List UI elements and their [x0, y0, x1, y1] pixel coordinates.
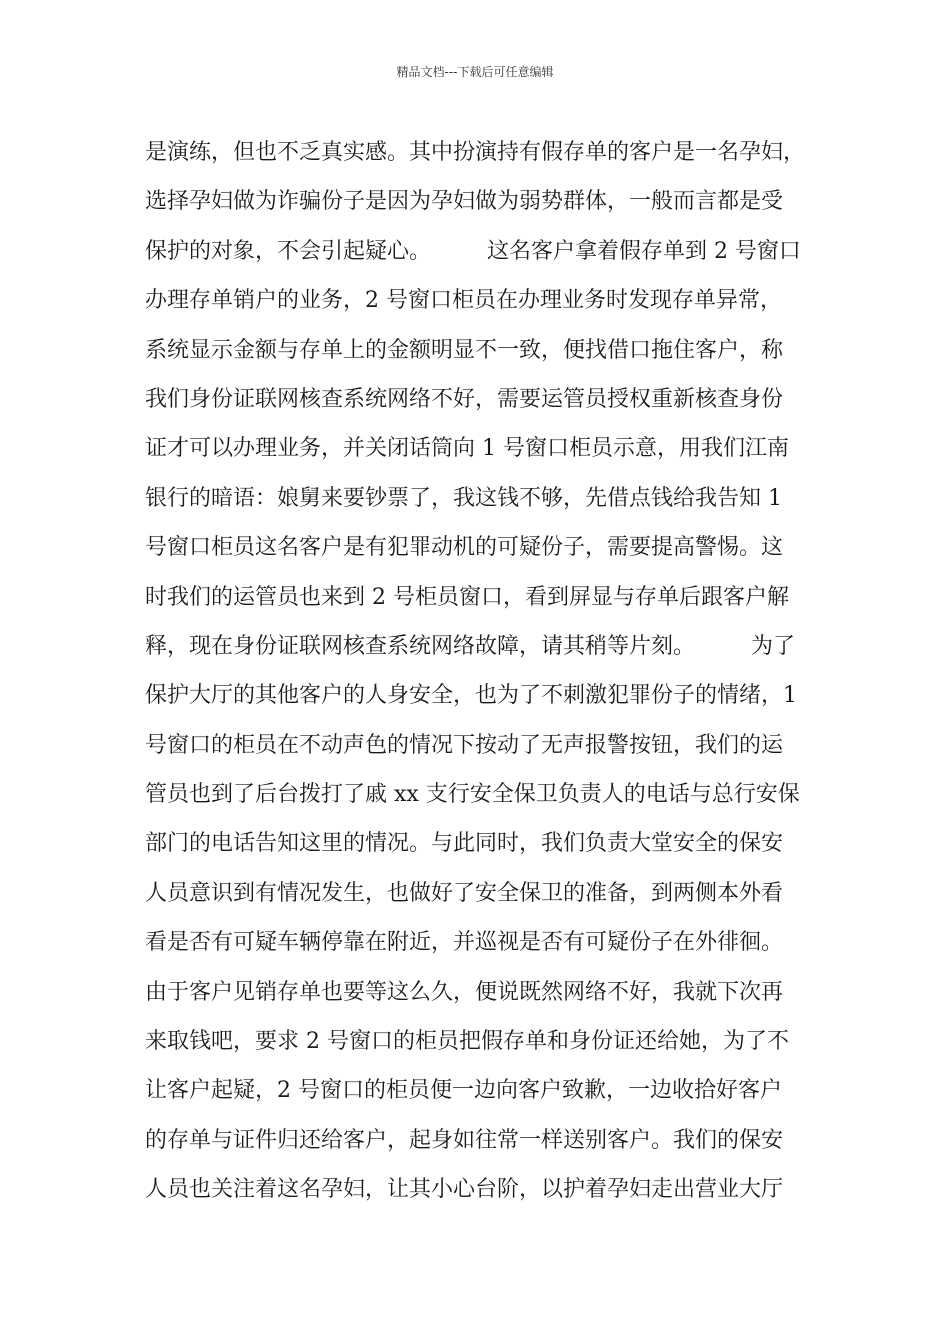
text-line: 管员也到了后台拨打了戚 xx 支行安全保卫负责人的电话与总行安保 — [145, 782, 800, 808]
text-line: 部门的电话告知这里的情况。与此同时，我们负责大堂安全的保安 — [145, 831, 784, 857]
text-line: 号窗口的柜员在不动声色的情况下按动了无声报警按钮，我们的运 — [145, 732, 784, 758]
text-line: 系统显示金额与存单上的金额明显不一致，便找借口拖住客户，称 — [145, 337, 784, 363]
text-line: 是演练，但也不乏真实感。其中扮演持有假存单的客户是一名孕妇， — [145, 140, 806, 165]
text-line: 的存单与证件归还给客户，起身如往常一样送别客户。我们的保安 — [145, 1127, 784, 1153]
text-line: 选择孕妇做为诈骗份子是因为孕妇做为弱势群体，一般而言都是受 — [145, 189, 784, 215]
text-line: 看是否有可疑车辆停靠在附近，并巡视是否有可疑份子在外徘徊。 — [145, 930, 784, 956]
text-line: 来取钱吧，要求 2 号窗口的柜员把假存单和身份证还给她，为了不 — [145, 1029, 789, 1055]
text-line: 人员也关注着这名孕妇，让其小心台阶，以护着孕妇走出营业大厅 — [145, 1177, 784, 1203]
document-body — [145, 128, 815, 1215]
text-line: 时我们的运管员也来到 2 号柜员窗口，看到屏显与存单后跟客户解 — [145, 584, 789, 610]
text-line: 由于客户见销存单也要等这么久，便说既然网络不好，我就下次再 — [145, 979, 784, 1005]
text-line: 人员意识到有情况发生，也做好了安全保卫的准备，到两侧本外看 — [145, 880, 784, 906]
text-line: 释，现在身份证联网核查系统网络故障，请其稍等片刻。 为了 — [145, 633, 795, 659]
text-line: 让客户起疑，2 号窗口的柜员便一边向客户致歉，一边收拾好客户 — [145, 1078, 782, 1104]
text-line: 银行的暗语：娘舅来要钞票了，我这钱不够，先借点钱给我告知 1 — [145, 485, 782, 511]
page-header: 精品文档---下载后可任意编辑 — [396, 65, 554, 79]
text-line: 保护大厅的其他客户的人身安全，也为了不刺激犯罪份子的情绪，1 — [145, 683, 797, 709]
text-line: 我们身份证联网核查系统网络不好，需要运管员授权重新核查身份 — [145, 386, 784, 412]
text-line: 保护的对象，不会引起疑心。 这名客户拿着假存单到 2 号窗口 — [145, 238, 801, 264]
text-line: 号窗口柜员这名客户是有犯罪动机的可疑份子，需要提高警惕。这 — [145, 535, 784, 561]
text-line: 办理存单销户的业务，2 号窗口柜员在办理业务时发现存单异常， — [145, 288, 782, 314]
text-line: 证才可以办理业务，并关闭话筒向 1 号窗口柜员示意，用我们江南 — [145, 436, 789, 462]
